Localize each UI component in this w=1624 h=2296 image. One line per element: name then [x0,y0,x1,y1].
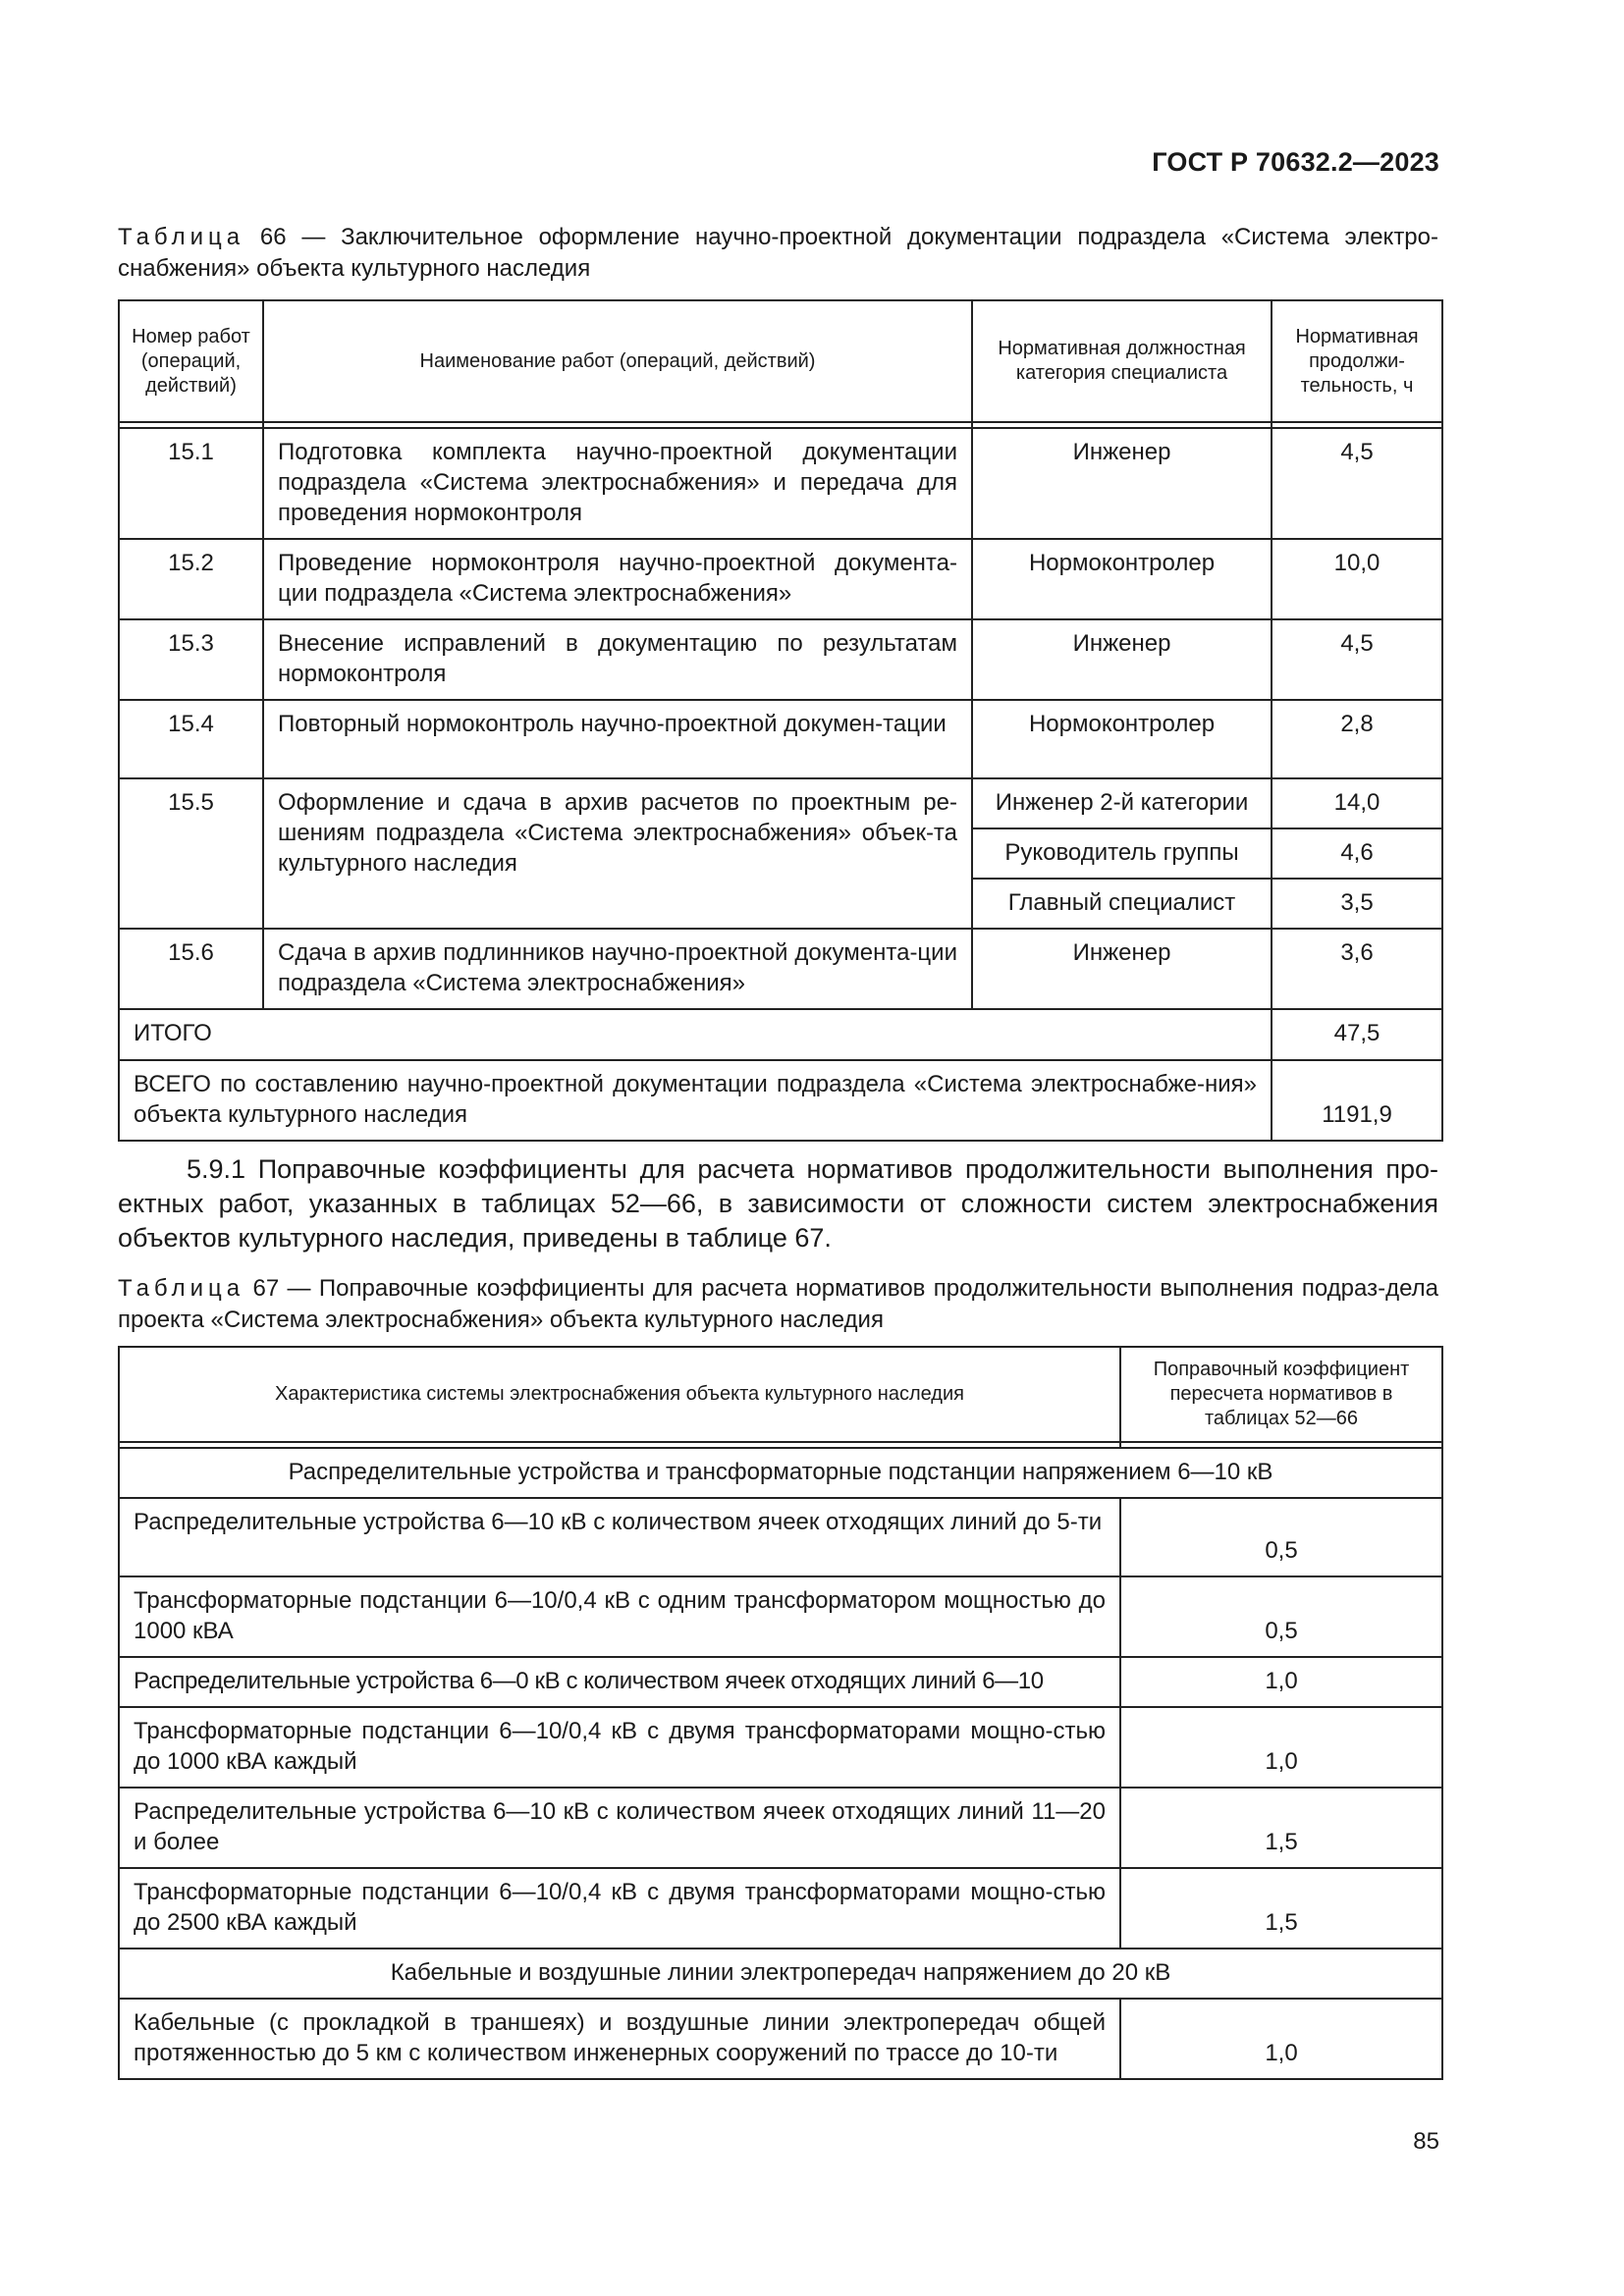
table-row [119,778,1442,828]
row-coefficient: 1,0 [1120,1999,1442,2079]
section-row [119,1448,1442,1498]
row-name: Подготовка комплекта научно-проектной документации подраздела «Система электроснабжения» и передача для проведения нормоконтроля [263,428,972,539]
table-row [119,1576,1442,1657]
row-characteristic: Трансформаторные подстанции 6—10/0,4 кВ с двумя трансформаторами мощно-стью до 2500 кВА каждый [119,1868,1120,1949]
row-category: Инженер [972,619,1272,700]
row-category: Инженер [972,428,1272,539]
row-name: Сдача в архив подлинников научно-проектной документа-ции подраздела «Система электроснабжения» [263,929,972,1009]
table-67-caption [118,1273,1438,1336]
row-category: Главный специалист [972,879,1272,929]
total-row [119,1009,1442,1060]
col-header-characteristic: Характеристика системы электроснабжения объекта культурного наследия [119,1347,1120,1442]
table-67-caption-text: 67 — Поправочные коэффициенты для расчета нормативов продолжительности выполнения подраз-дела проекта «Система электроснабжения» объекта культурного наследия [118,1275,1438,1333]
row-number: 15.6 [119,929,263,1009]
row-coefficient: 1,5 [1120,1788,1442,1868]
row-coefficient: 1,0 [1120,1707,1442,1788]
row-category: Нормоконтролер [972,700,1272,778]
col-header-coefficient: Поправочный коэффициент пересчета нормативов в таблицах 52—66 [1120,1347,1442,1442]
row-name: Проведение нормоконтроля научно-проектной документа-ции подраздела «Система электроснабжения» [263,539,972,619]
total-label: ИТОГО [119,1009,1272,1060]
row-number: 15.5 [119,778,263,929]
table-row [119,1788,1442,1868]
grand-total-value: 1191,9 [1272,1060,1442,1141]
row-duration: 4,5 [1272,428,1442,539]
section-title: Кабельные и воздушные линии электропередач напряжением до 20 кВ [119,1949,1442,1999]
row-coefficient: 1,5 [1120,1868,1442,1949]
table-row [119,1707,1442,1788]
table-67-header-row [119,1347,1442,1442]
total-value: 47,5 [1272,1009,1442,1060]
row-number: 15.3 [119,619,263,700]
row-characteristic: Трансформаторные подстанции 6—10/0,4 кВ с одним трансформатором мощностью до 1000 кВА [119,1576,1120,1657]
row-duration: 4,5 [1272,619,1442,700]
row-name: Оформление и сдача в архив расчетов по проектным ре-шениям подраздела «Система электроснабжения» объек-та культурного наследия [263,778,972,929]
col-header-number: Номер работ (операций, действий) [119,300,263,422]
row-characteristic: Распределительные устройства 6—0 кВ с количеством ячеек отходящих линий 6—10 [119,1657,1120,1707]
row-category: Инженер [972,929,1272,1009]
table-66-header-row [119,300,1442,422]
row-duration: 14,0 [1272,778,1442,828]
table-row [119,1999,1442,2079]
row-category: Инженер 2-й категории [972,778,1272,828]
row-coefficient: 0,5 [1120,1498,1442,1576]
table-66 [118,299,1443,1142]
row-number: 15.2 [119,539,263,619]
row-coefficient: 0,5 [1120,1576,1442,1657]
row-duration: 4,6 [1272,828,1442,879]
paragraph-text: 5.9.1 Поправочные коэффициенты для расчета нормативов продолжительности выполнения про-ектных работ, указанных в таблицах 52—66, в зависимости от сложности систем электроснабжения объектов культурного наследия, приведены в таблице 67. [118,1154,1438,1253]
row-characteristic: Трансформаторные подстанции 6—10/0,4 кВ с двумя трансформаторами мощно-стью до 1000 кВА каждый [119,1707,1120,1788]
table-67 [118,1346,1443,2080]
row-category: Руководитель группы [972,828,1272,879]
table-66-caption-text: 66 — Заключительное оформление научно-проектной документации подраздела «Система электро-снабжения» объекта культурного наследия [118,224,1438,282]
table-row [119,700,1442,778]
row-name: Внесение исправлений в документацию по результатам нормоконтроля [263,619,972,700]
row-characteristic: Распределительные устройства 6—10 кВ с количеством ячеек отходящих линий до 5-ти [119,1498,1120,1576]
grand-total-row [119,1060,1442,1141]
table-66-caption [118,222,1438,285]
table-66-caption-word: Таблица [118,224,245,250]
col-header-category: Нормативная должностная категория специалиста [972,300,1272,422]
row-number: 15.1 [119,428,263,539]
table-row [119,428,1442,539]
paragraph-5-9-1 [118,1152,1438,1255]
page-number: 85 [1413,2128,1439,2155]
table-row [119,539,1442,619]
col-header-name: Наименование работ (операций, действий) [263,300,972,422]
row-number: 15.4 [119,700,263,778]
document-id: ГОСТ Р 70632.2—2023 [1152,147,1439,177]
table-row [119,929,1442,1009]
section-row [119,1949,1442,1999]
col-header-duration: Нормативная продолжи-тельность, ч [1272,300,1442,422]
table-row [119,619,1442,700]
row-duration: 10,0 [1272,539,1442,619]
row-duration: 3,6 [1272,929,1442,1009]
section-title: Распределительные устройства и трансформаторные подстанции напряжением 6—10 кВ [119,1448,1442,1498]
table-row [119,1868,1442,1949]
row-duration: 3,5 [1272,879,1442,929]
row-duration: 2,8 [1272,700,1442,778]
row-category: Нормоконтролер [972,539,1272,619]
table-row [119,1498,1442,1576]
row-characteristic: Распределительные устройства 6—10 кВ с количеством ячеек отходящих линий 11—20 и более [119,1788,1120,1868]
row-name: Повторный нормоконтроль научно-проектной докумен-тации [263,700,972,778]
row-characteristic: Кабельные (с прокладкой в траншеях) и воздушные линии электропередач общей протяженностью до 5 км с количеством инженерных сооружений по трассе до 10-ти [119,1999,1120,2079]
grand-total-label: ВСЕГО по составлению научно-проектной документации подраздела «Система электроснабже-ния» объекта культурного наследия [119,1060,1272,1141]
table-67-caption-word: Таблица [118,1275,245,1302]
table-row [119,1657,1442,1707]
row-coefficient: 1,0 [1120,1657,1442,1707]
